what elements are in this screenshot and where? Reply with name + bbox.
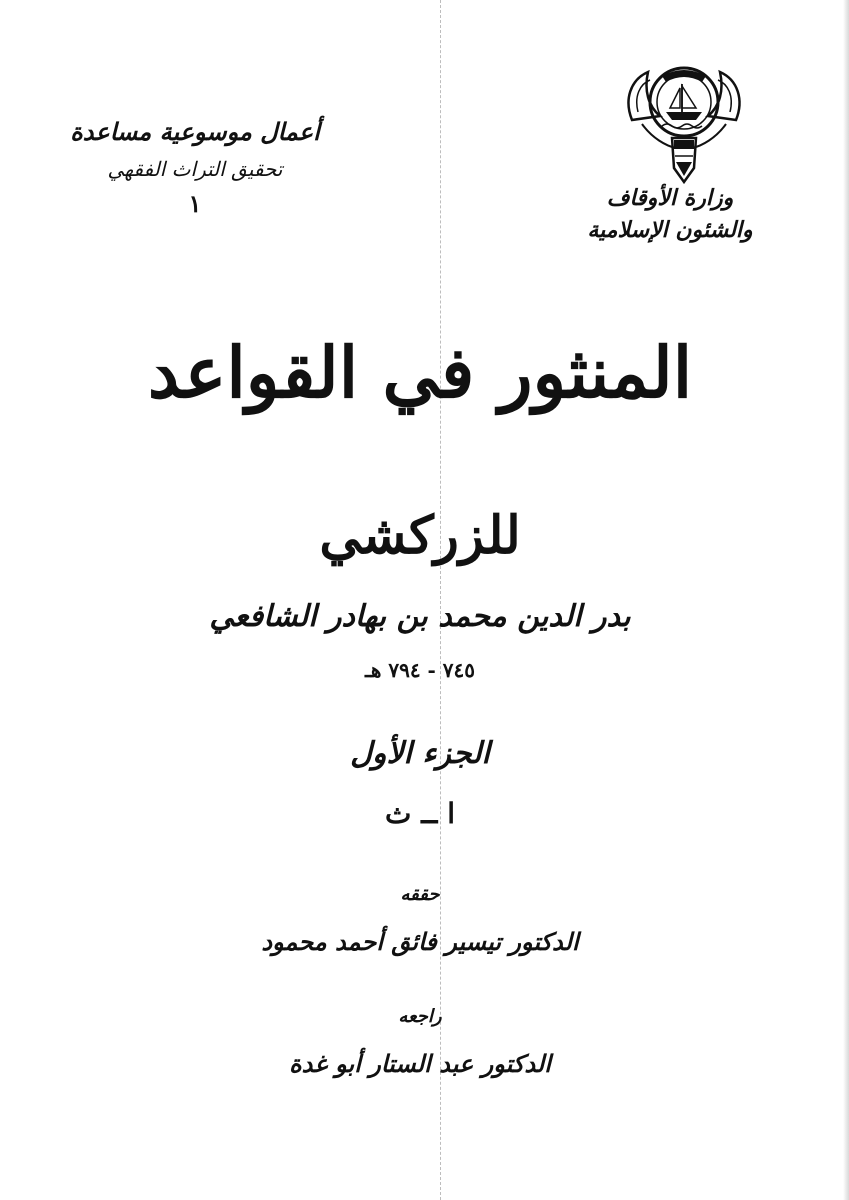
editor-label: حققه xyxy=(400,884,440,905)
book-title: المنثور في القواعد xyxy=(147,331,693,414)
kuwait-emblem-icon xyxy=(622,50,746,186)
volume-label: الجزء الأول xyxy=(350,736,490,771)
editor-name: الدكتور تيسير فائق أحمد محمود xyxy=(261,927,579,956)
ministry-line-2: والشئون الإسلامية xyxy=(587,217,753,243)
page-edge-shadow xyxy=(843,0,849,1200)
reviewer-label: راجعه xyxy=(398,1006,442,1027)
author-dates: ٧٤٥ - ٧٩٤ هـ xyxy=(364,658,476,682)
author-full-name: بدر الدين محمد بن بهادر الشافعي xyxy=(209,599,631,634)
series-number: ١ xyxy=(188,189,202,218)
series-line-1: أعمال موسوعية مساعدة xyxy=(70,117,320,146)
reviewer-name: الدكتور عبد الستار أبو غدة xyxy=(289,1049,551,1078)
ministry-line-1: وزارة الأوقاف xyxy=(606,185,734,211)
series-block xyxy=(60,112,330,222)
volume-range: ا ــ ث xyxy=(384,797,456,830)
series-line-2: تحقيق التراث الفقهي xyxy=(107,157,283,181)
author-short: للزركشي xyxy=(319,505,521,566)
ministry-name xyxy=(570,182,770,246)
